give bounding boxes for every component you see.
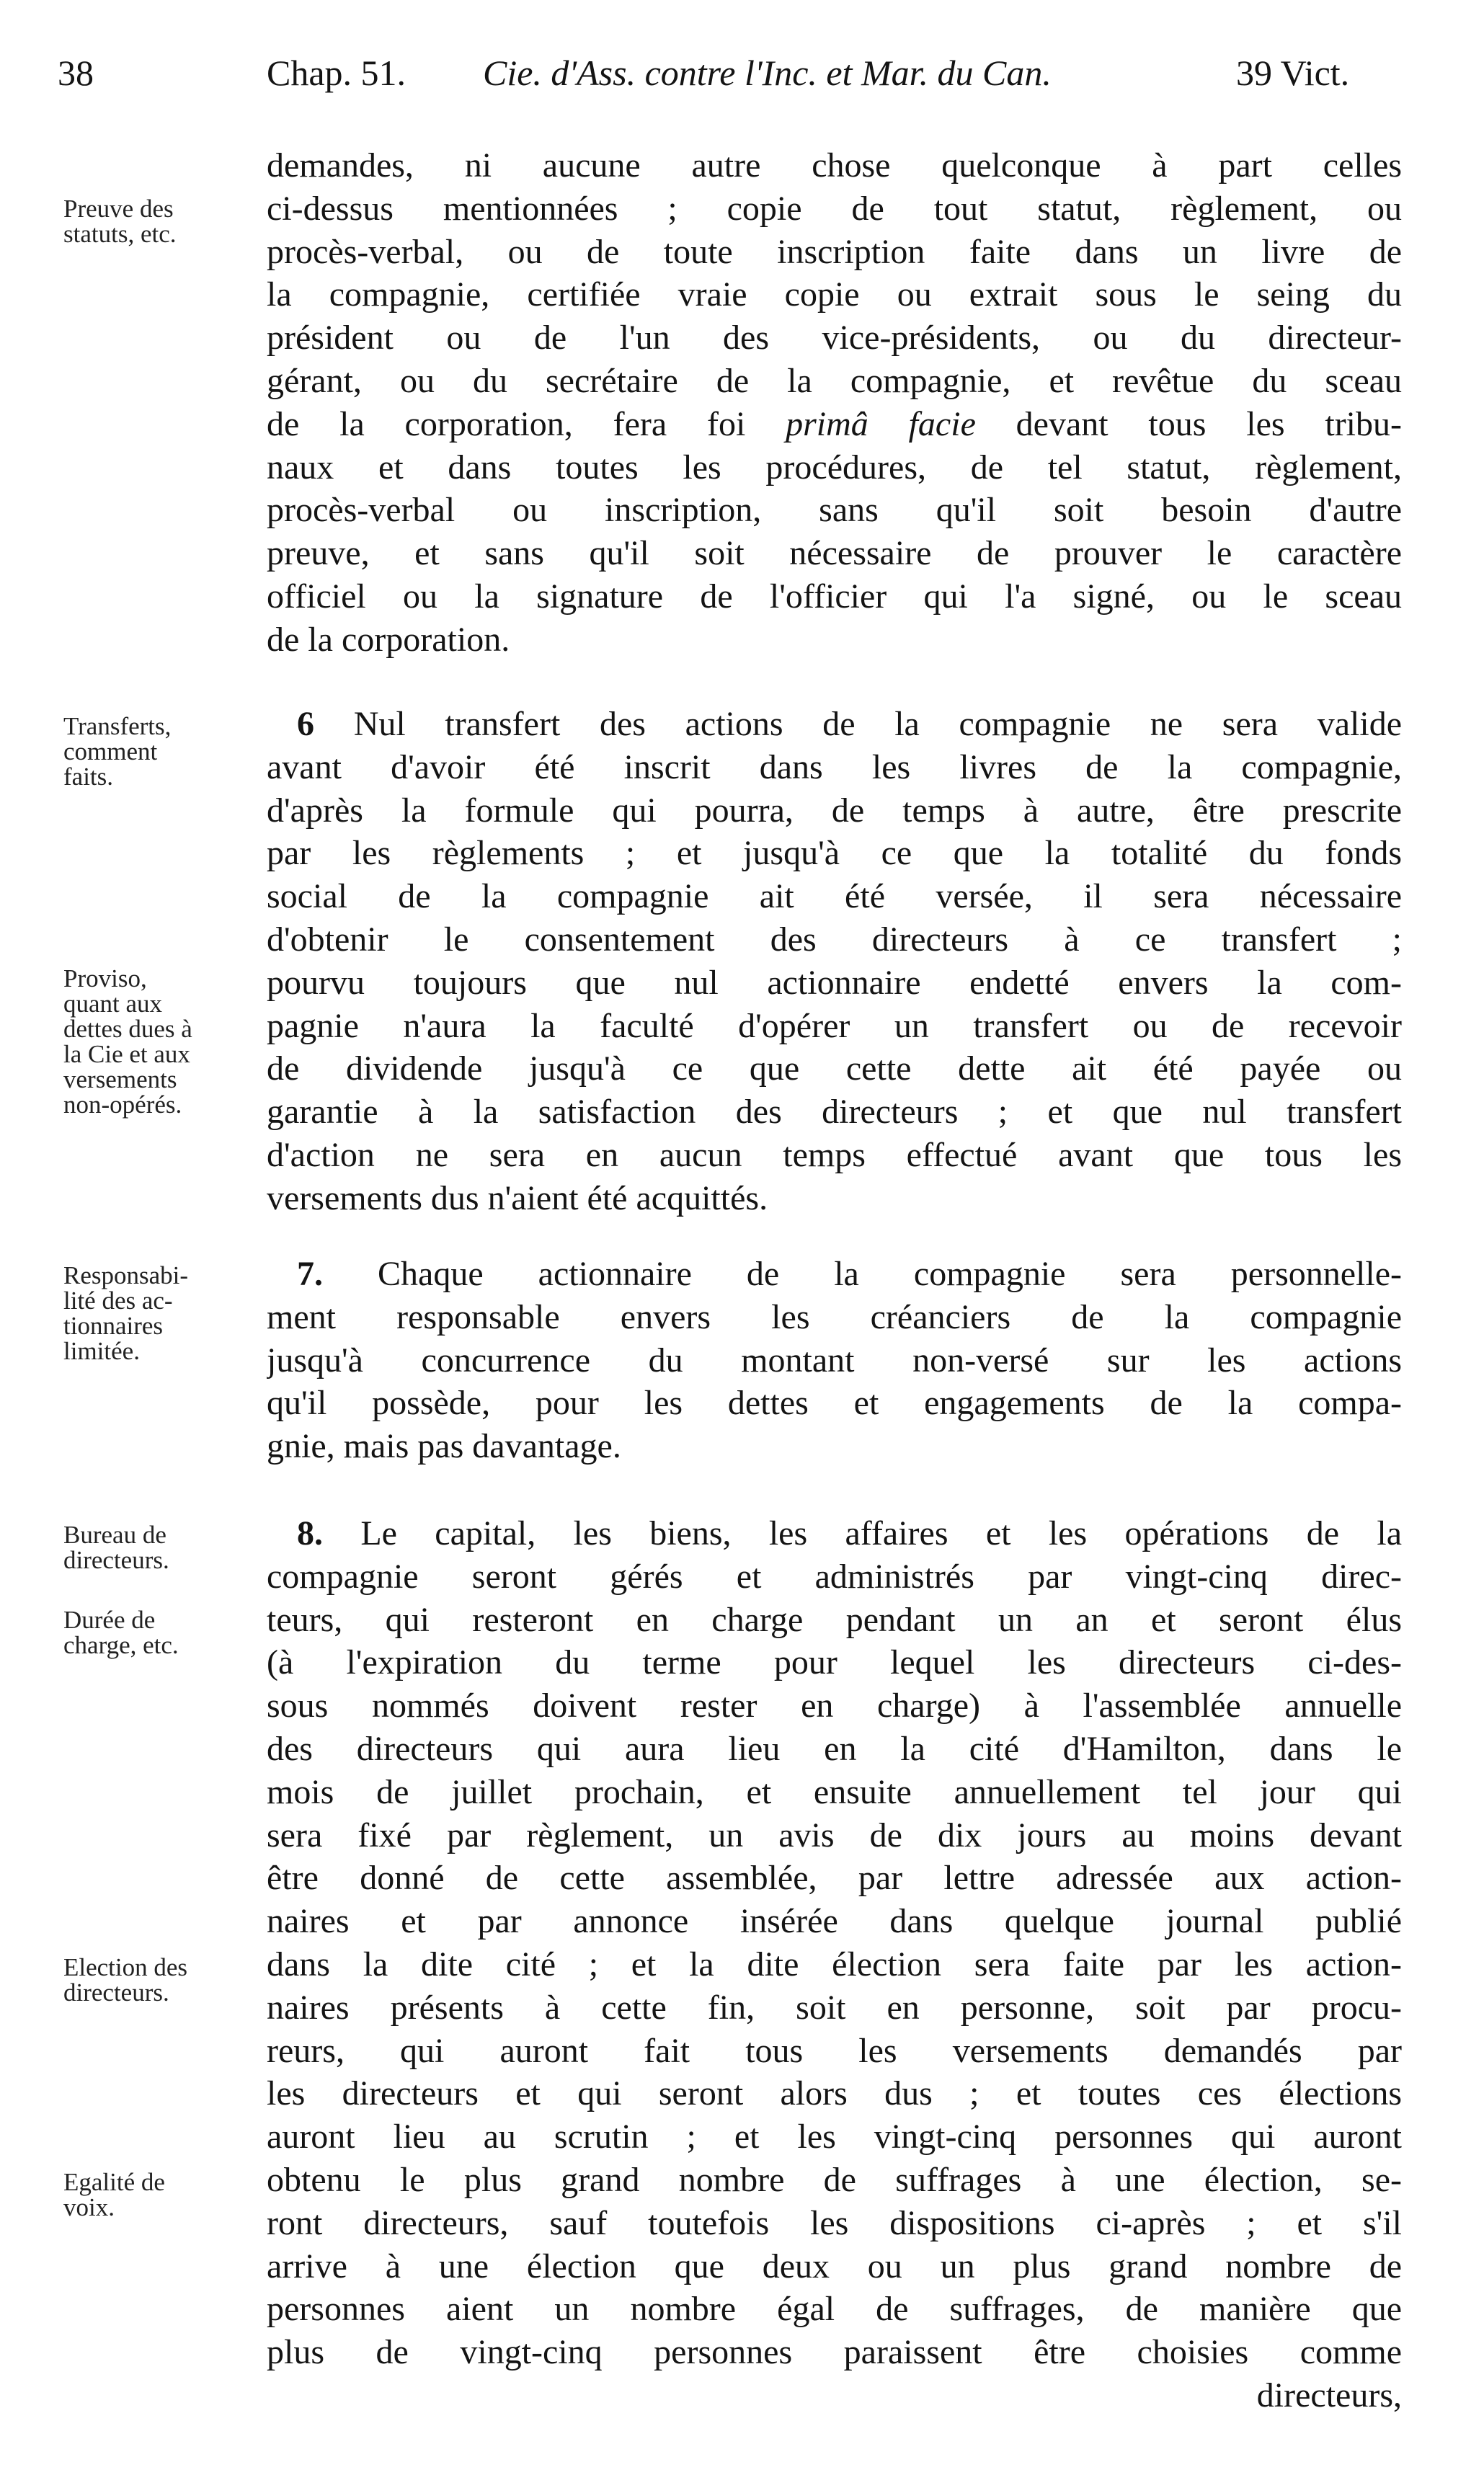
sidenote-line: Durée de	[63, 1606, 156, 1634]
sidenote-transferts	[63, 714, 272, 789]
text-line: dans la dite cité ; et la dite élection sera faite par les action-	[267, 1945, 1402, 1983]
text-line: de la corporation, fera foi primâ facie devant tous les tribu-	[267, 404, 1402, 443]
text-line: qu'il possède, pour les dettes et engagements de la compa-	[267, 1384, 1402, 1423]
sidenote-line: Transferts,	[63, 712, 172, 740]
section-8	[267, 1512, 1402, 2417]
text-line: auront lieu au scrutin ; et les vingt-cinq personnes qui auront	[267, 2118, 1402, 2156]
text-line: par les règlements ; et jusqu'à ce que la totalité du fonds	[267, 834, 1402, 873]
text-line: président ou de l'un des vice-présidents, ou du directeur-	[267, 319, 1402, 357]
text-line: directeurs,	[1256, 2376, 1402, 2414]
section-number: 7.	[297, 1255, 323, 1293]
text-line: avant d'avoir été inscrit dans les livres de la compagnie,	[267, 747, 1402, 786]
text-line: sera fixé par règlement, un avis de dix jours au moins devant	[267, 1816, 1402, 1854]
text-line: versements dus n'aient été acquittés.	[267, 1178, 768, 1217]
text-line: naires et par annonce insérée dans quelque journal publié	[267, 1902, 1402, 1941]
text-line: officiel ou la signature de l'officier qui l'a signé, ou le sceau	[267, 577, 1402, 616]
text-line	[267, 1512, 1402, 1555]
sidenote-line: la Cie et aux	[63, 1040, 190, 1068]
sidenote-proviso	[63, 966, 272, 1117]
regnal-year: 39 Vict.	[1236, 53, 1350, 93]
chapter-label: Chap. 51.	[267, 53, 406, 93]
text-line: preuve, et sans qu'il soit nécessaire de prouver le caractère	[267, 534, 1402, 573]
sidenote-line: Bureau de	[63, 1521, 166, 1549]
text-line: teurs, qui resteront en charge pendant un an et seront élus	[267, 1600, 1402, 1639]
sidenote-line: tionnaires	[63, 1312, 164, 1340]
sidenote-line: statuts, etc.	[63, 220, 177, 248]
text-line: de dividende jusqu'à ce que cette dette ait été payée ou	[267, 1049, 1402, 1088]
text-line: sous nommés doivent rester en charge) à l'assemblée annuelle	[267, 1687, 1402, 1725]
text-line: personnes aient un nombre égal de suffrages, de manière que	[267, 2290, 1402, 2329]
section-7	[267, 1253, 1402, 1468]
text-line	[267, 703, 1402, 746]
sidenote-line: versements	[63, 1065, 177, 1093]
text-line: les directeurs et qui seront alors dus ; et toutes ces élections	[267, 2074, 1402, 2113]
sidenote-line: lité des ac-	[63, 1287, 173, 1315]
sidenote-line: limitée.	[63, 1337, 140, 1365]
text-line: pagnie n'aura la faculté d'opérer un transfert ou de recevoir	[267, 1006, 1402, 1045]
text-line: plus de vingt-cinq personnes paraissent être choisies comme	[267, 2333, 1402, 2372]
sidenote-line: Responsabi-	[63, 1261, 189, 1289]
sidenote-line: Preuve des	[63, 195, 174, 223]
sidenote-line: Election des	[63, 1953, 188, 1981]
text-line: demandes, ni aucune autre chose quelconque à part celles	[267, 146, 1402, 185]
sidenote-line: voix.	[63, 2193, 115, 2221]
text-line: des directeurs qui aura lieu en la cité d'Hamilton, dans le	[267, 1729, 1402, 1768]
sidenote-line: comment	[63, 737, 158, 765]
text-line: d'obtenir le consentement des directeurs à ce transfert ;	[267, 920, 1402, 959]
text-line: la compagnie, certifiée vraie copie ou extrait sous le seing du	[267, 275, 1402, 314]
text-run: Nul transfert des actions de la compagnie ne sera valide	[353, 705, 1402, 743]
section-6	[267, 703, 1402, 1220]
text-line: ment responsable envers les créanciers de la compagnie	[267, 1297, 1402, 1336]
text-line: obtenu le plus grand nombre de suffrages à une élection, se-	[267, 2160, 1402, 2199]
text-run: Chaque actionnaire de la compagnie sera personnelle-	[378, 1255, 1402, 1293]
sidenote-line: quant aux	[63, 990, 163, 1018]
text-line: compagnie seront gérés et administrés par vingt-cinq direc-	[267, 1557, 1402, 1596]
text-line	[267, 1253, 1402, 1296]
text-line: (à l'expiration du terme pour lequel les directeurs ci-des-	[267, 1643, 1402, 1682]
sidenote-line: directeurs.	[63, 1978, 169, 2007]
text-line: mois de juillet prochain, et ensuite annuellement tel jour qui	[267, 1772, 1402, 1811]
text-line: garantie à la satisfaction des directeurs ; et que nul transfert	[267, 1093, 1402, 1132]
text-line: social de la compagnie ait été versée, il sera nécessaire	[267, 877, 1402, 916]
sidenote-line: Proviso,	[63, 964, 147, 992]
sidenote-bureau	[63, 1522, 272, 1573]
page-number: 38	[58, 53, 94, 93]
sidenote-line: faits.	[63, 763, 114, 791]
sidenote-line: charge, etc.	[63, 1631, 179, 1659]
text-line: naux et dans toutes les procédures, de tel statut, règlement,	[267, 448, 1402, 487]
sidenote-line: non-opérés.	[63, 1090, 182, 1119]
text-line: de la corporation.	[267, 620, 510, 659]
sidenote-preuve	[63, 196, 272, 246]
sidenote-election	[63, 1955, 272, 2005]
text-line: reurs, qui auront fait tous les versements demandés par	[267, 2031, 1402, 2070]
text-line: jusqu'à concurrence du montant non-versé sur les actions	[267, 1341, 1402, 1379]
sidenote-line: Egalité de	[63, 2168, 165, 2196]
section-number: 6	[297, 705, 314, 743]
section-number: 8.	[297, 1514, 323, 1552]
text-line: d'après la formule qui pourra, de temps à autre, être prescrite	[267, 791, 1402, 830]
text-line: gérant, ou du secrétaire de la compagnie, et revêtue du sceau	[267, 361, 1402, 400]
text-line: arrive à une élection que deux ou un plus grand nombre de	[267, 2247, 1402, 2285]
latin-phrase: primâ facie	[786, 404, 976, 443]
text-line: pourvu toujours que nul actionnaire endetté envers la com-	[267, 963, 1402, 1002]
text-line: d'action ne sera en aucun temps effectué avant que tous les	[267, 1135, 1402, 1174]
sidenote-responsabilite	[63, 1263, 272, 1364]
text-line: procès-verbal, ou de toute inscription faite dans un livre de	[267, 232, 1402, 271]
sidenote-egalite	[63, 2169, 272, 2220]
text-line: ront directeurs, sauf toutefois les dispositions ci-après ; et s'il	[267, 2203, 1402, 2242]
text-line: naires présents à cette fin, soit en personne, soit par procu-	[267, 1988, 1402, 2027]
sidenote-line: dettes dues à	[63, 1015, 192, 1043]
text-line: procès-verbal ou inscription, sans qu'il soit besoin d'autre	[267, 491, 1402, 530]
text-line: ci-dessus mentionnées ; copie de tout statut, règlement, ou	[267, 189, 1402, 228]
sidenote-duree	[63, 1607, 272, 1658]
text-line: gnie, mais pas davantage.	[267, 1427, 621, 1466]
text-line: être donné de cette assemblée, par lettre adressée aux action-	[267, 1859, 1402, 1898]
act-title: Cie. d'Ass. contre l'Inc. et Mar. du Can.	[483, 53, 1052, 93]
sidenote-line: directeurs.	[63, 1546, 169, 1574]
section-continuation	[267, 144, 1402, 662]
running-header	[0, 52, 1484, 110]
text-run: Le capital, les biens, les affaires et les opérations de la	[360, 1514, 1402, 1552]
